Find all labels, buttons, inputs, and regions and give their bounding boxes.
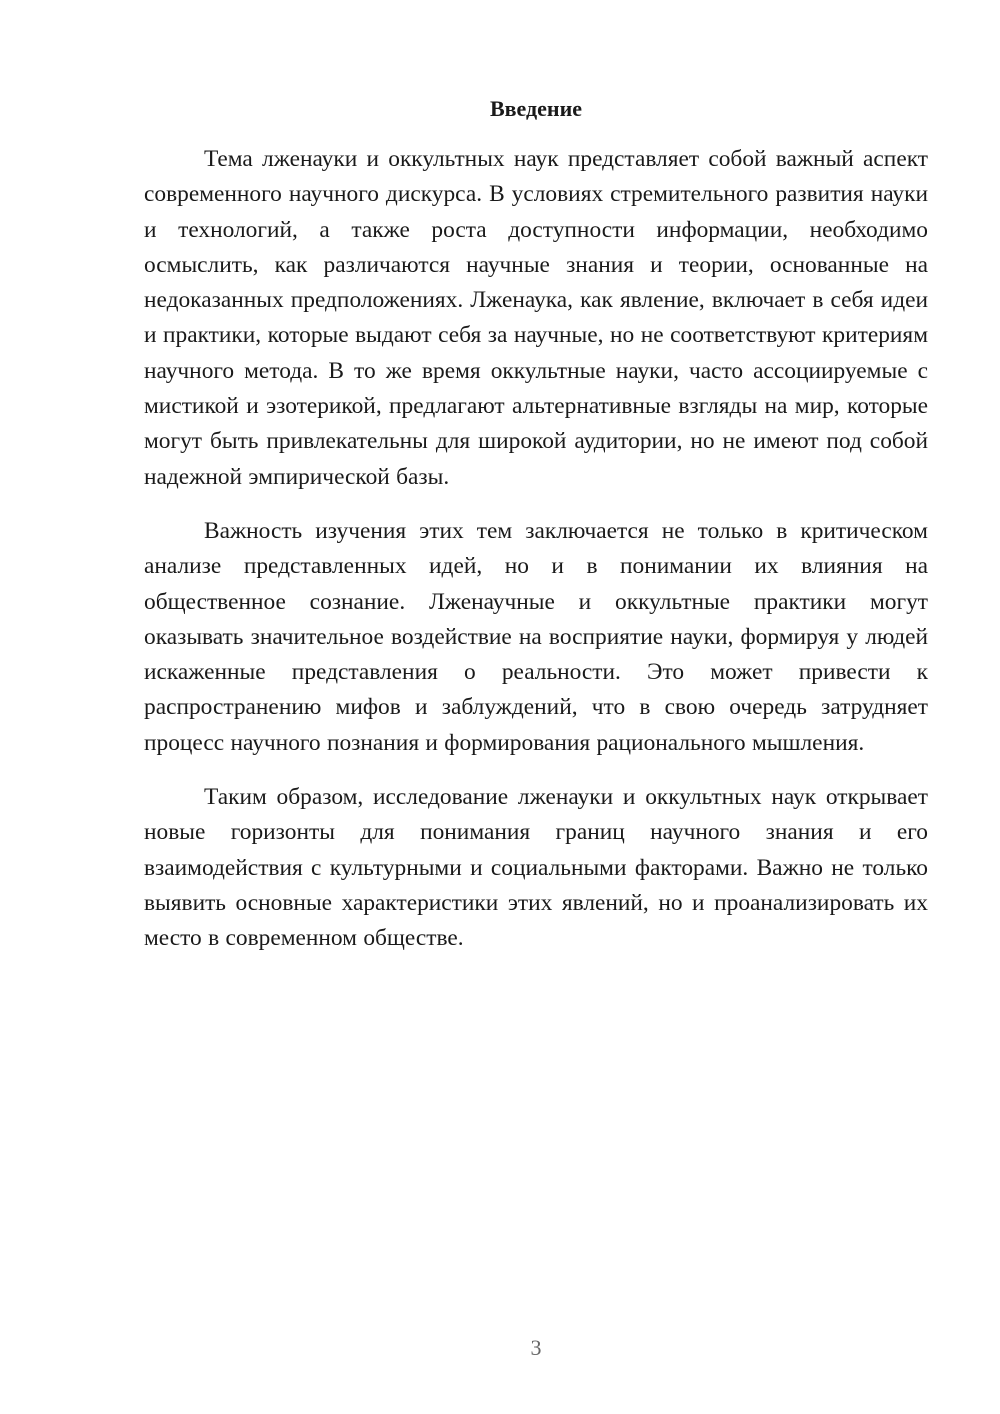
page-number: 3 — [530, 1335, 542, 1360]
paragraph-1: Тема лженауки и оккультных наук представляет собой важный аспект современного научного дискурса. В условиях стремительного развития науки и технологий, а также роста доступности информации, необходимо осмыслить, как различаются научные знания и теории, основанные на недоказанных предположениях. Лженаука, как явление, включает в себя идеи и практики, которые выдают себя за научные, но не соответствуют критериям научного метода. В то же время оккультные науки, часто ассоциируемые с мистикой и эзотерикой, предлагают альтернативные взгляды на мир, которые могут быть привлекательны для широкой аудитории, но не имеют под собой надежной эмпирической базы. — [144, 146, 928, 490]
section-heading: Введение — [489, 96, 583, 121]
body-text — [144, 142, 928, 976]
paragraph-3: Таким образом, исследование лженауки и оккультных наук открывает новые горизонты для понимания границ научного знания и его взаимодействия с культурными и социальными факторами. Важно не только выявить основные характеристики этих явлений, но и проанализировать их место в современном обществе. — [144, 784, 928, 952]
paragraph-2: Важность изучения этих тем заключается не только в критическом анализе представленных идей, но и в понимании их влияния на общественное сознание. Лженаучные и оккультные практики могут оказывать значительное воздействие на восприятие науки, формируя у людей искаженные представления о реальности. Это может привести к распространению мифов и заблуждений, что в свою очередь затрудняет процесс научного познания и формирования рационального мышления. — [144, 517, 928, 756]
